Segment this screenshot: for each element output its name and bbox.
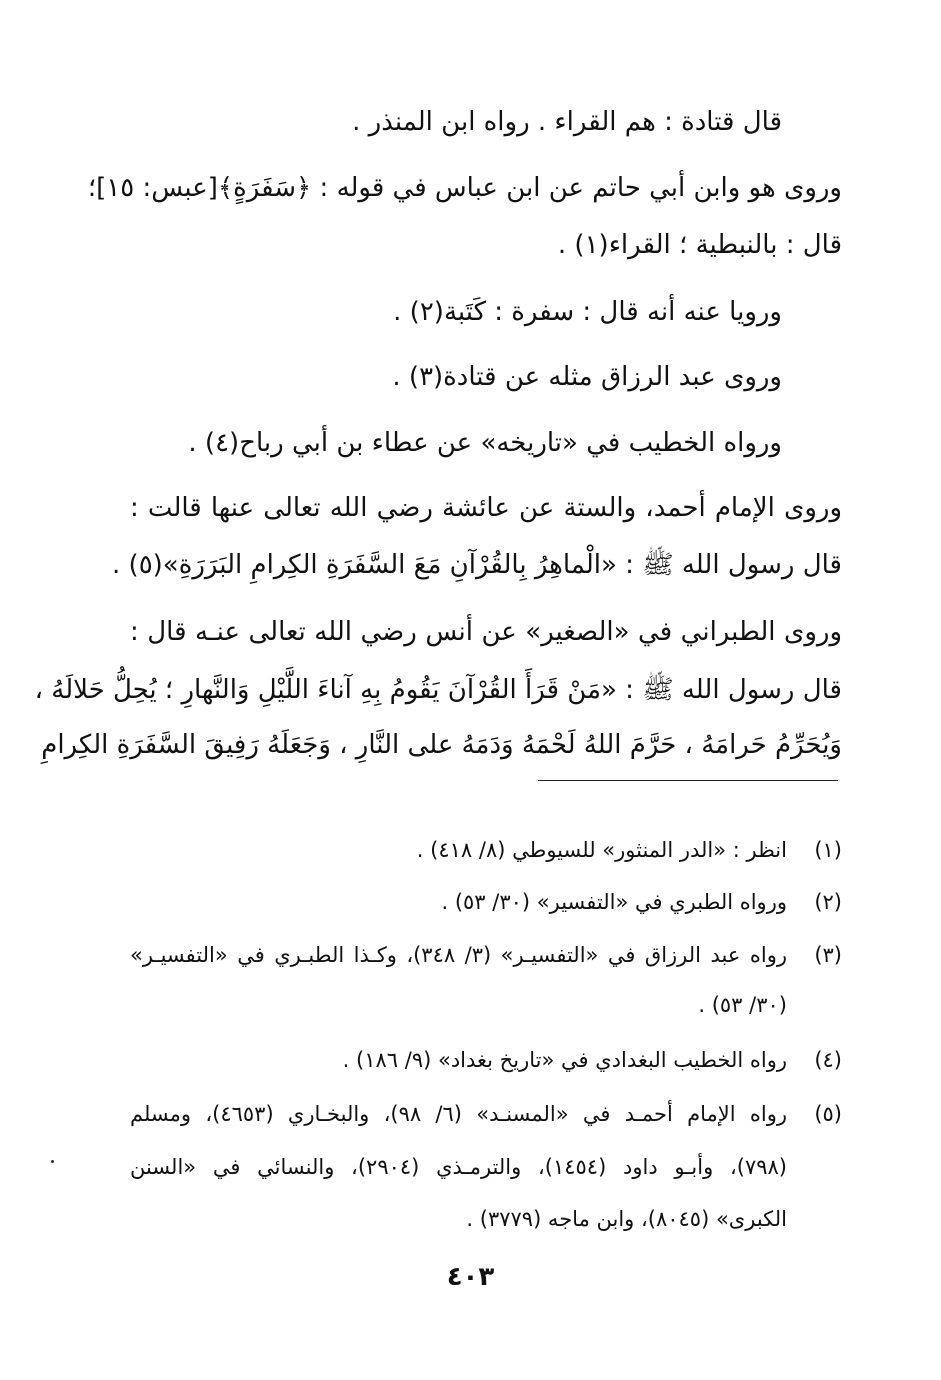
footnote-text: الكبرى» (٨٠٤٥)، وابن ماجه (٣٧٧٩) . (466, 1207, 787, 1231)
footnote-number: (٥) (814, 1102, 842, 1126)
text-line: وروى الطبراني في «الصغير» عن أنس رضي الله تعالى عنـه قال : (130, 617, 842, 647)
text-line: قال قتادة : هم القراء . رواه ابن المنذر . (352, 107, 782, 137)
footnote-continuation (130, 988, 842, 1022)
footnote-continuation (130, 1150, 842, 1184)
main-text (34, 0, 842, 780)
text-line: وروى الإمام أحمد، والستة عن عائشة رضي الله تعالى عنها قالت : (130, 493, 842, 523)
text-line: ورواه الخطيب في «تاريخه» عن عطاء بن أبي رباح(٤) . (188, 428, 782, 458)
text-line: قال رسول الله ﷺ : «مَنْ قَرَأَ القُرْآنَ يَقُومُ بِهِ آناءَ اللَّيْلِ وَالنَّهارِ ؛ يُحِلُّ حَلالَهُ ، (34, 675, 842, 705)
footnote-number: (٣) (814, 943, 842, 967)
text-line: وروى عبد الرزاق مثله عن قتادة(٣) . (392, 362, 782, 392)
page-number: ٤٠٣ (446, 1262, 495, 1292)
footnote (130, 938, 842, 972)
text-line: وروى هو وابن أبي حاتم عن ابن عباس في قوله : ﴿سَفَرَةٍ﴾[عبس: ١٥]؛ (87, 173, 842, 203)
footnote-text: ورواه الطبري في «التفسير» (٣٠/ ٥٣) . (441, 890, 787, 914)
footnote-text: انظر : «الدر المنثور» للسيوطي (٨/ ٤١٨) . (416, 838, 787, 862)
text-line: ورويا عنه أنه قال : سفرة : كَتَبة(٢) . (393, 297, 782, 327)
footnote-text: رواه الخطيب البغدادي في «تاريخ بغداد» (٩/ ١٨٦) . (342, 1048, 787, 1072)
text-line: قال : بالنبطية ؛ القراء(١) . (557, 230, 842, 260)
text-line: قال رسول الله ﷺ : «الْماهِرُ بِالقُرْآنِ مَعَ السَّفَرَةِ الكِرامِ البَرَرَةِ»(٥) . (112, 550, 842, 580)
footnote-text: رواه الإمام أحمـد في «المسنـد» (٦/ ٩٨)، والبخـاري (٤٦٥٣)، ومسلم (130, 1102, 787, 1126)
footnote (130, 1043, 842, 1077)
footnote-divider (538, 780, 838, 781)
footnote-number: (٤) (814, 1048, 842, 1072)
scan-speck (51, 1160, 54, 1163)
footnote (130, 885, 842, 919)
footnote-number: (١) (814, 838, 842, 862)
footnote (130, 833, 842, 867)
text-line: وَيُحَرِّمُ حَرامَهُ ، حَرَّمَ اللهُ لَحْمَهُ وَدَمَهُ على النَّارِ ، وَجَعَلَهُ رَفِيقَ السَّفَرَةِ الكِرامِ (41, 730, 842, 760)
footnote-text: (٧٩٨)، وأبـو داود (١٤٥٤)، والترمـذي (٢٩٠٤)، والنسائي في «السنن (130, 1155, 787, 1179)
footnote-text: رواه عبد الرزاق في «التفسيـر» (٣/ ٣٤٨)، وكـذا الطبـري في «التفسيـر» (130, 943, 787, 967)
footnote-text: (٣٠/ ٥٣) . (698, 993, 787, 1017)
footnote (130, 1097, 842, 1131)
footnote-number: (٢) (814, 890, 842, 914)
footnote-continuation (130, 1202, 842, 1236)
